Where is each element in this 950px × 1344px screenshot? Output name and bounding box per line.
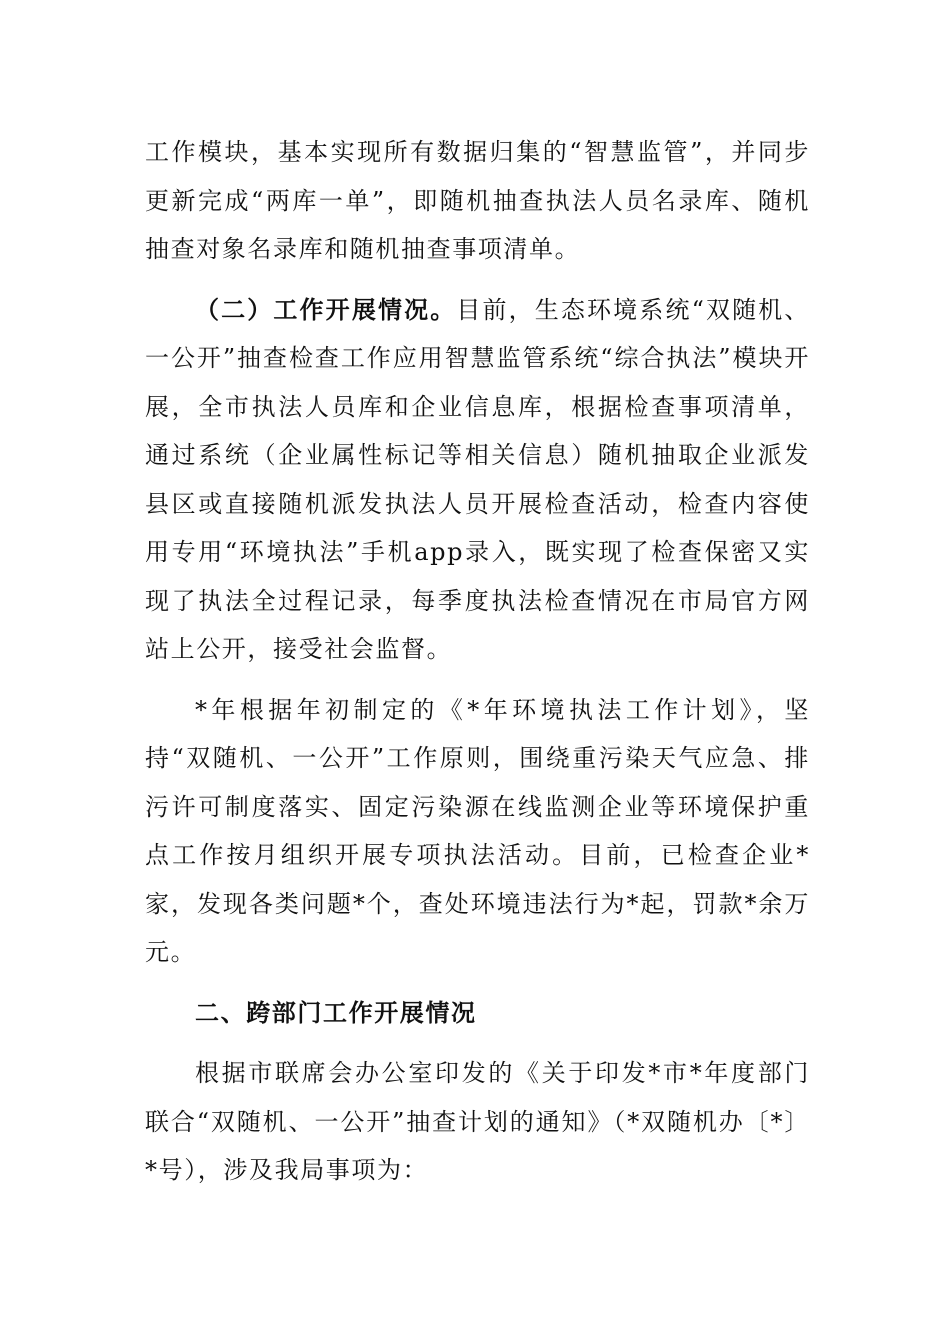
paragraph-continuation: 工作模块，基本实现所有数据归集的“智慧监管”，并同步更新完成“两库一单”，即随机抽查执法人员名录库、随机抽查对象名录库和随机抽查事项清单。 — [145, 138, 810, 263]
paragraph-annual-plan: *年根据年初制定的《*年环境执法工作计划》，坚持“双随机、一公开”工作原则，围绕重污染天气应急、排污许可制度落实、固定污染源在线监测企业等环境保护重点工作按月组织开展专项执法活动。目前，已检查企业*家，发现各类问题*个，查处环境违法行为*起，罚款*余万元。 — [145, 695, 810, 966]
section-heading: 二、跨部门工作开展情况 — [195, 997, 477, 1027]
paragraph-joint-inspection: 根据市联席会办公室印发的《关于印发*市*年度部门联合“双随机、一公开”抽查计划的通知》（*双随机办〔*〕*号），涉及我局事项为： — [145, 1059, 810, 1184]
paragraph-work-progress-body: 目前，生态环境系统“双随机、一公开”抽查检查工作应用智慧监管系统“综合执法”模块开展，全市执法人员库和企业信息库，根据检查事项清单，通过系统（企业属性标记等相关信息）随机抽取企业派发县区或直接随机派发执法人员开展检查活动，检查内容使用专用“环境执法”手机app录入，既实现了检查保密又实现了执法全过程记录，每季度执法检查情况在市局官方网站上公开，接受社会监督。 — [145, 295, 810, 663]
section-subheading: （二）工作开展情况。 — [195, 294, 457, 324]
paragraph-work-progress — [145, 286, 810, 674]
document-body — [145, 128, 810, 1195]
